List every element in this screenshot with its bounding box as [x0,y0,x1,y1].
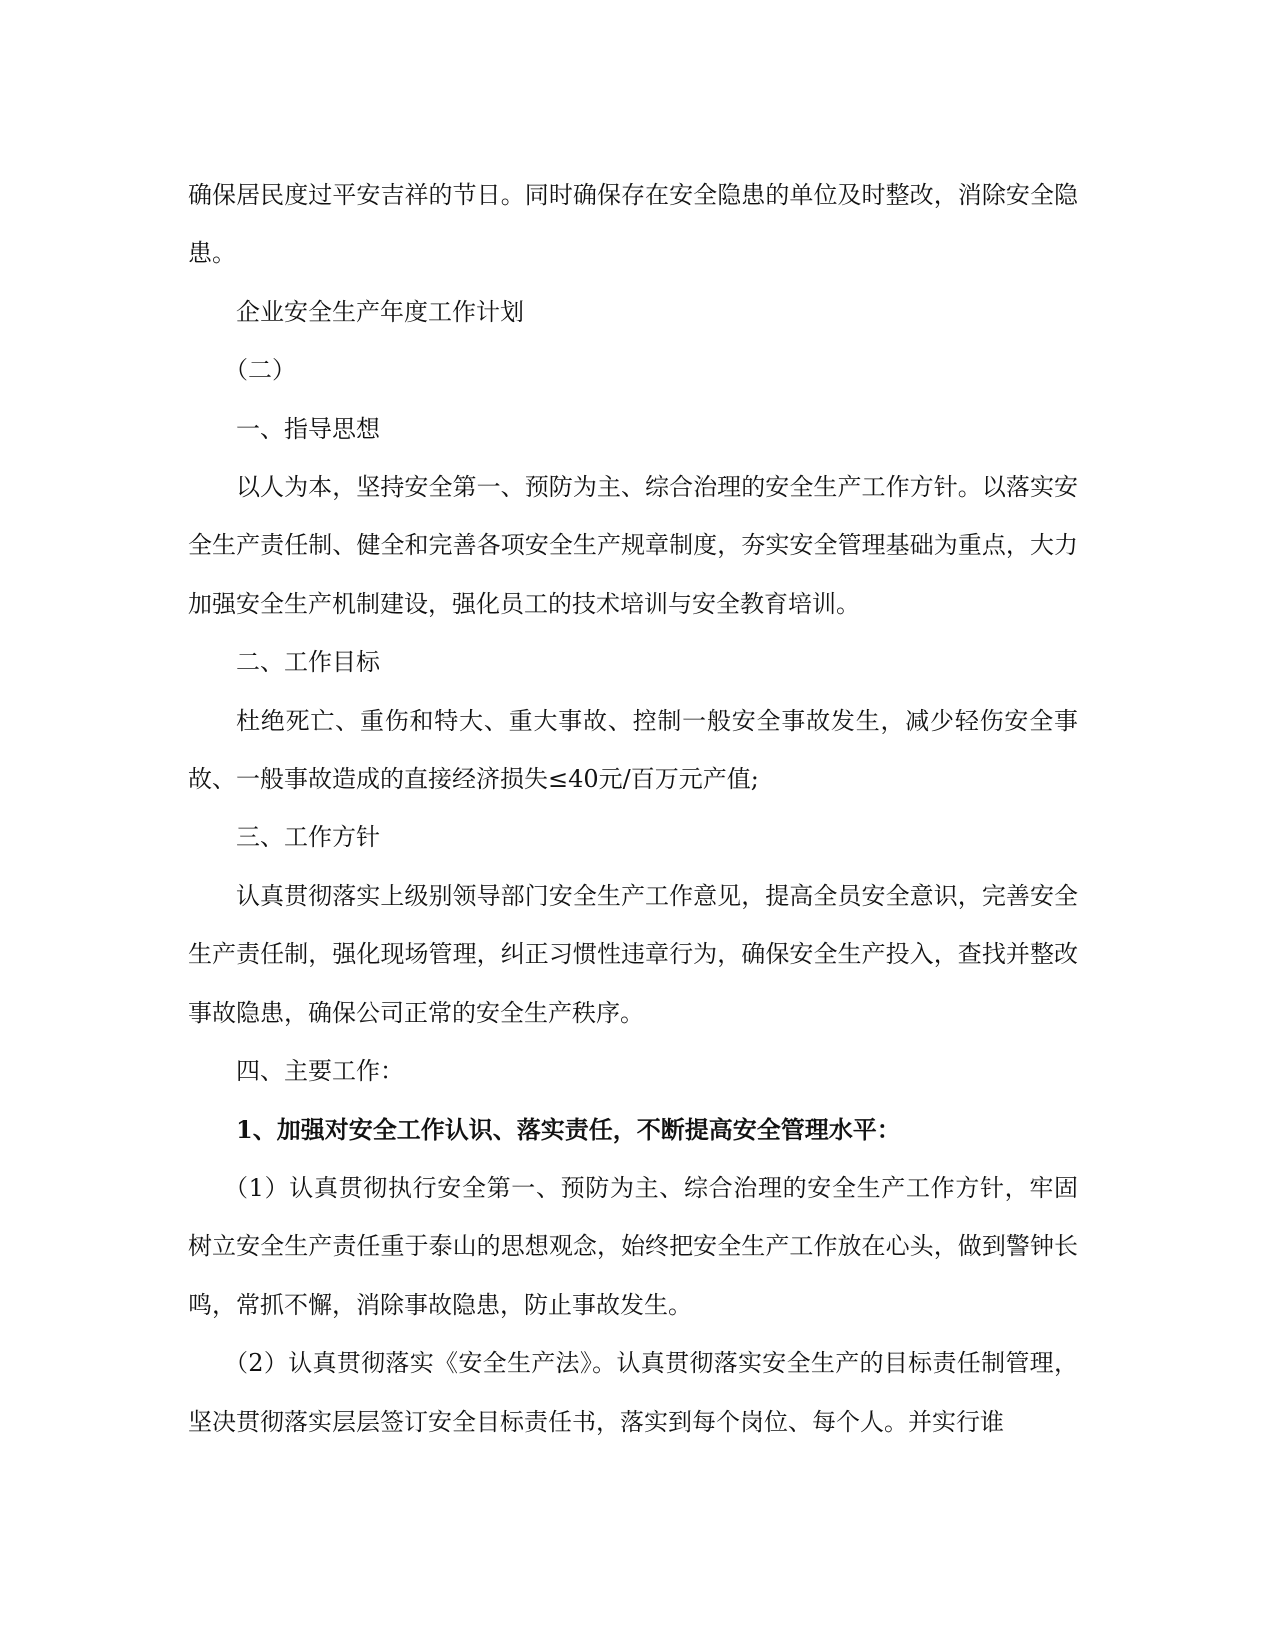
paragraph-work-goals: 杜绝死亡、重伤和特大、重大事故、控制一般安全事故发生，减少轻伤安全事故、一般事故造成的直接经济损失≤40元/百万元产值; [188,706,1078,794]
heading-work-policy: 三、工作方针 [236,823,380,852]
paragraph-item-1-2: （2）认真贯彻落实《安全生产法》。认真贯彻落实安全生产的目标责任制管理，坚决贯彻落实层层签订安全目标责任书，落实到每个岗位、每个人。并实行谁 [188,1349,1078,1436]
paragraph-continuation: 确保居民度过平安吉祥的节日。同时确保存在安全隐患的单位及时整改，消除安全隐患。 [188,181,1078,268]
paragraph-work-policy: 认真贯彻落实上级别领导部门安全生产工作意见，提高全员安全意识，完善安全生产责任制，强化现场管理，纠正习惯性违章行为，确保安全生产投入，查找并整改事故隐患，确保公司正常的安全生产秩序。 [188,881,1078,1027]
section-number: （二） [224,356,296,385]
heading-work-goals: 二、工作目标 [236,648,380,677]
paragraph-item-1-1: （1）认真贯彻执行安全第一、预防为主、综合治理的安全生产工作方针，牢固树立安全生产责任重于泰山的思想观念，始终把安全生产工作放在心头，做到警钟长鸣，常抓不懈，消除事故隐患，防止事故发生。 [188,1173,1078,1319]
heading-guiding-ideology: 一、指导思想 [236,414,380,443]
document-title: 企业安全生产年度工作计划 [236,297,524,326]
subheading-item-1: 1、加强对安全工作认识、落实责任，不断提高安全管理水平： [236,1114,901,1144]
paragraph-guiding-ideology: 以人为本，坚持安全第一、预防为主、综合治理的安全生产工作方针。以落实安全生产责任制、健全和完善各项安全生产规章制度，夯实安全管理基础为重点，大力加强安全生产机制建设，强化员工的技术培训与安全教育培训。 [188,473,1078,618]
heading-main-work: 四、主要工作： [236,1057,404,1086]
document-body [188,166,1078,1451]
